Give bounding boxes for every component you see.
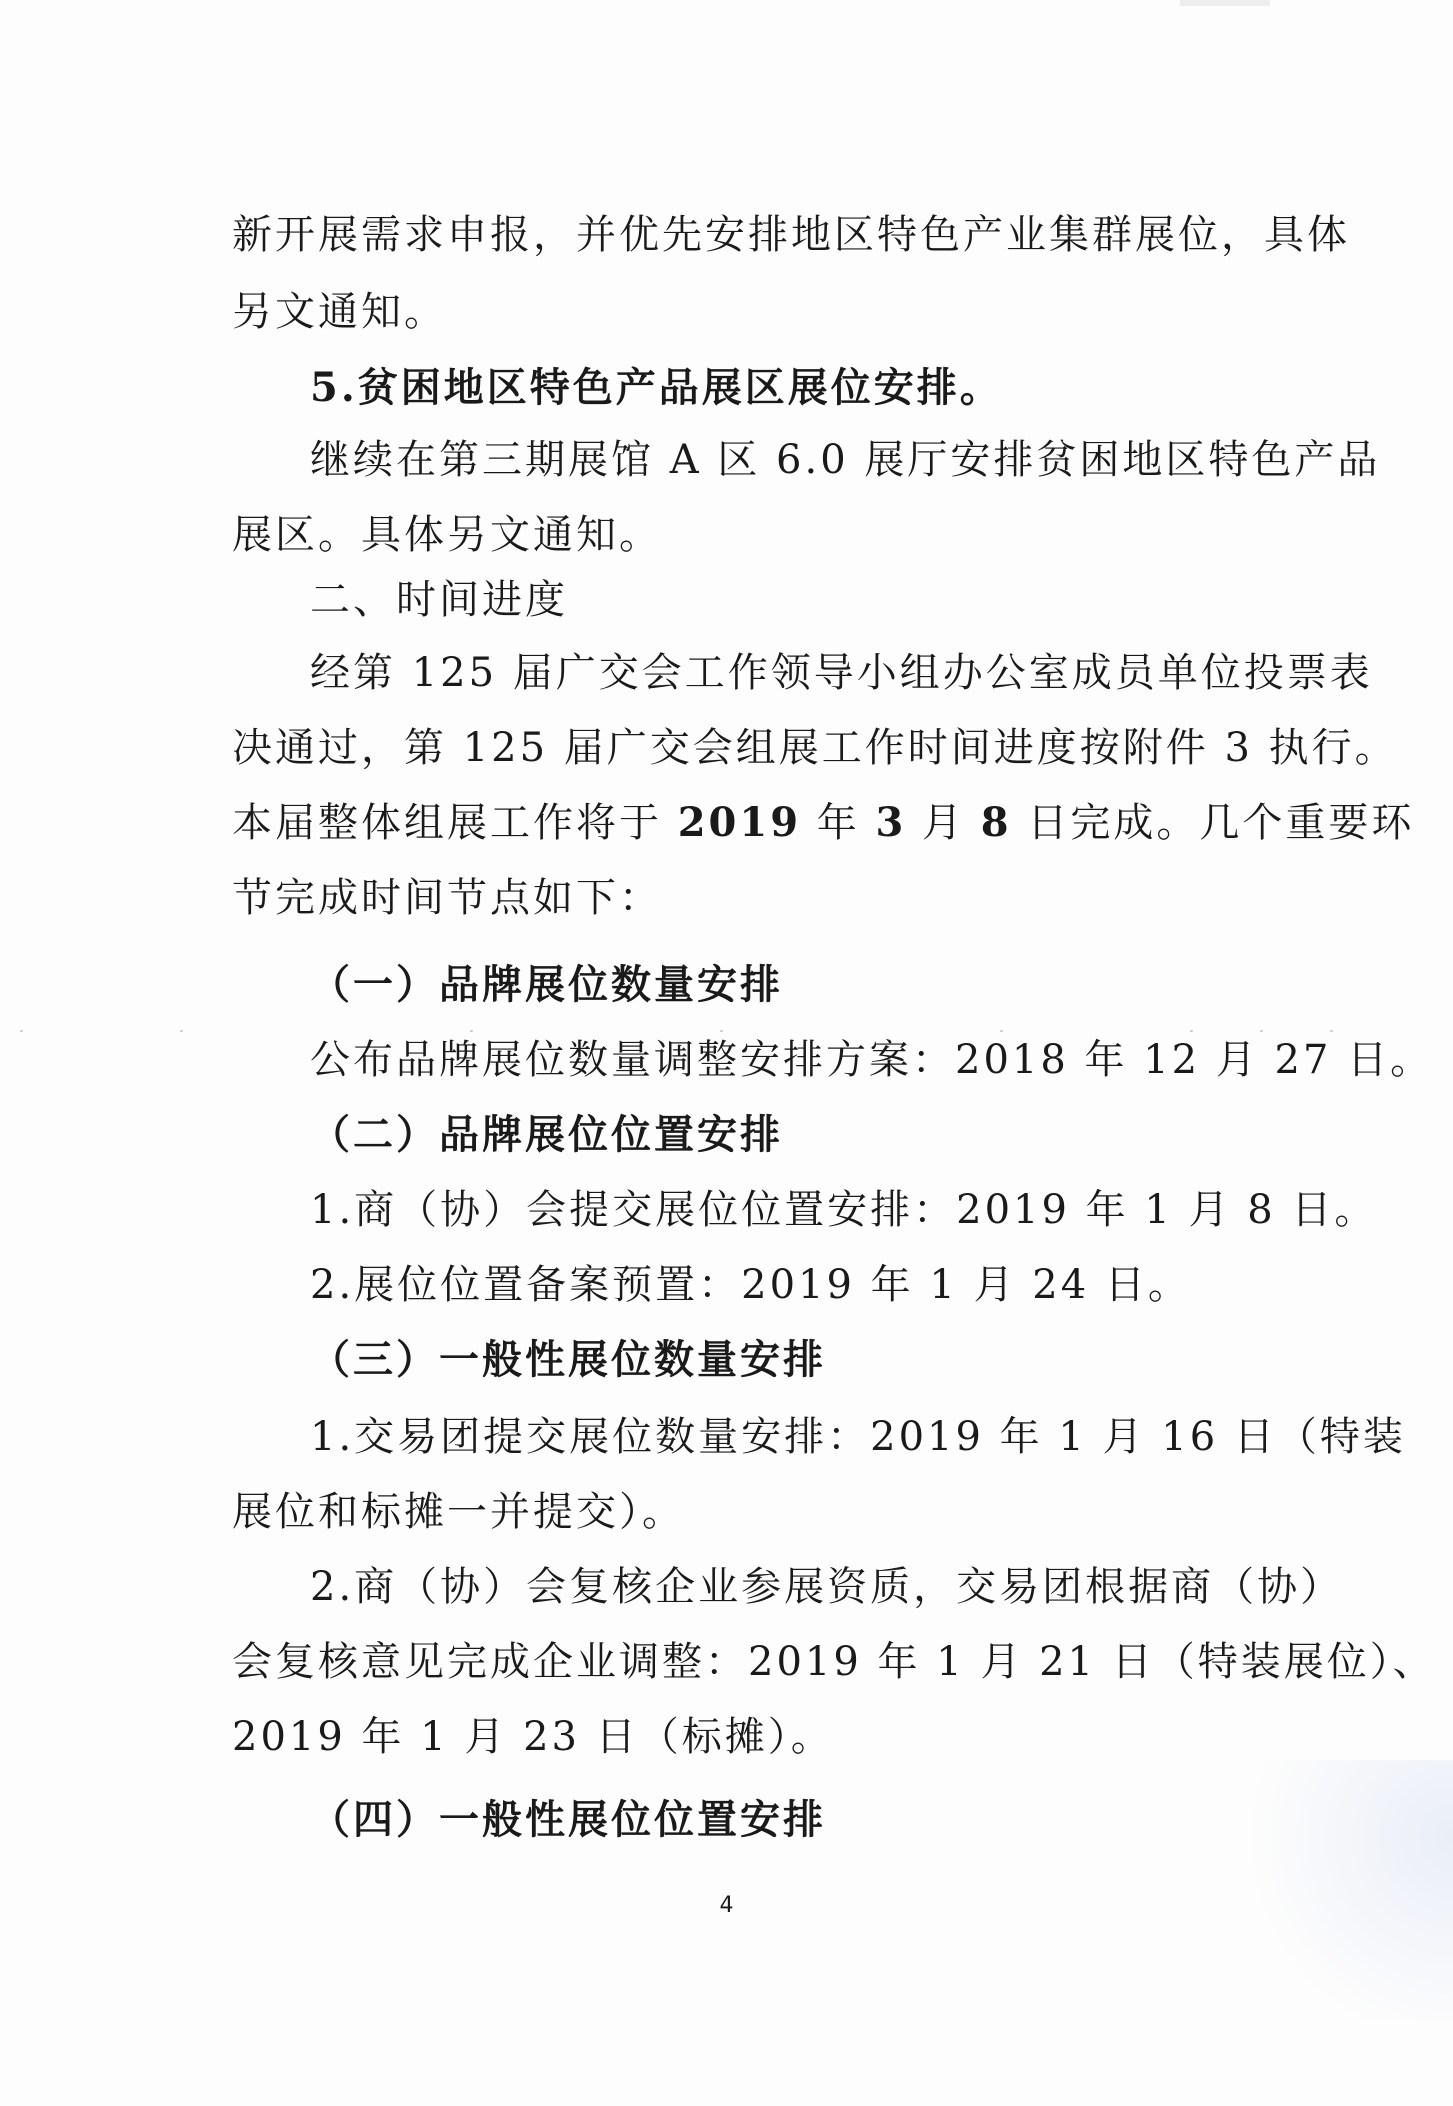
text-run: 年: [801, 800, 876, 846]
section-heading: （三）一般性展位数量安排: [310, 1336, 826, 1383]
body-line-mixed: [232, 793, 1414, 853]
scan-smudge: [1193, 1760, 1453, 2020]
body-line: 新开展需求申报，并优先安排地区特色产业集群展位，具体: [232, 212, 1350, 258]
date-month: 3: [875, 799, 907, 846]
body-line: 另文通知。: [232, 289, 447, 335]
section-heading: 二、时间进度: [310, 577, 568, 623]
body-line: 会复核意见完成企业调整：2019 年 1 月 21 日（特装展位）、: [232, 1639, 1436, 1685]
body-line: 1.交易团提交展位数量安排：2019 年 1 月 16 日（特装: [310, 1414, 1406, 1460]
scan-artifact: [1180, 0, 1270, 6]
body-line: 经第 125 届广交会工作领导小组办公室成员单位投票表: [310, 650, 1373, 696]
body-line: 2.展位位置备案预置：2019 年 1 月 24 日。: [310, 1262, 1191, 1308]
section-heading: （一）品牌展位数量安排: [310, 961, 783, 1008]
body-line: 决通过，第 125 届广交会组展工作时间进度按附件 3 执行。: [232, 725, 1398, 771]
section-heading: （四）一般性展位位置安排: [310, 1796, 826, 1843]
subheading: 5.贫困地区特色产品展区展位安排。: [310, 364, 1003, 411]
body-line: 2.商（协）会复核企业参展资质，交易团根据商（协）: [310, 1564, 1344, 1610]
section-heading: （二）品牌展位位置安排: [310, 1111, 783, 1158]
body-line: 展区。具体另文通知。: [232, 512, 662, 558]
body-line: 节完成时间节点如下：: [232, 875, 662, 921]
date-day: 8: [980, 799, 1012, 846]
body-line: 展位和标摊一并提交）。: [232, 1489, 685, 1535]
body-line: 1.商（协）会提交展位位置安排：2019 年 1 月 8 日。: [310, 1187, 1378, 1233]
body-line: 继续在第三期展馆 A 区 6.0 展厅安排贫困地区特色产品: [310, 437, 1381, 483]
text-run: 日完成。几个重要环: [1011, 800, 1415, 846]
body-line: 公布品牌展位数量调整安排方案：2018 年 12 月 27 日。: [310, 1037, 1434, 1083]
text-run: 月: [906, 800, 981, 846]
body-line: 2019 年 1 月 23 日（标摊）。: [232, 1714, 834, 1760]
text-run: 本届整体组展工作将于: [232, 800, 678, 846]
date-year: 2019: [677, 799, 802, 846]
page-number: 4: [719, 1893, 734, 1918]
